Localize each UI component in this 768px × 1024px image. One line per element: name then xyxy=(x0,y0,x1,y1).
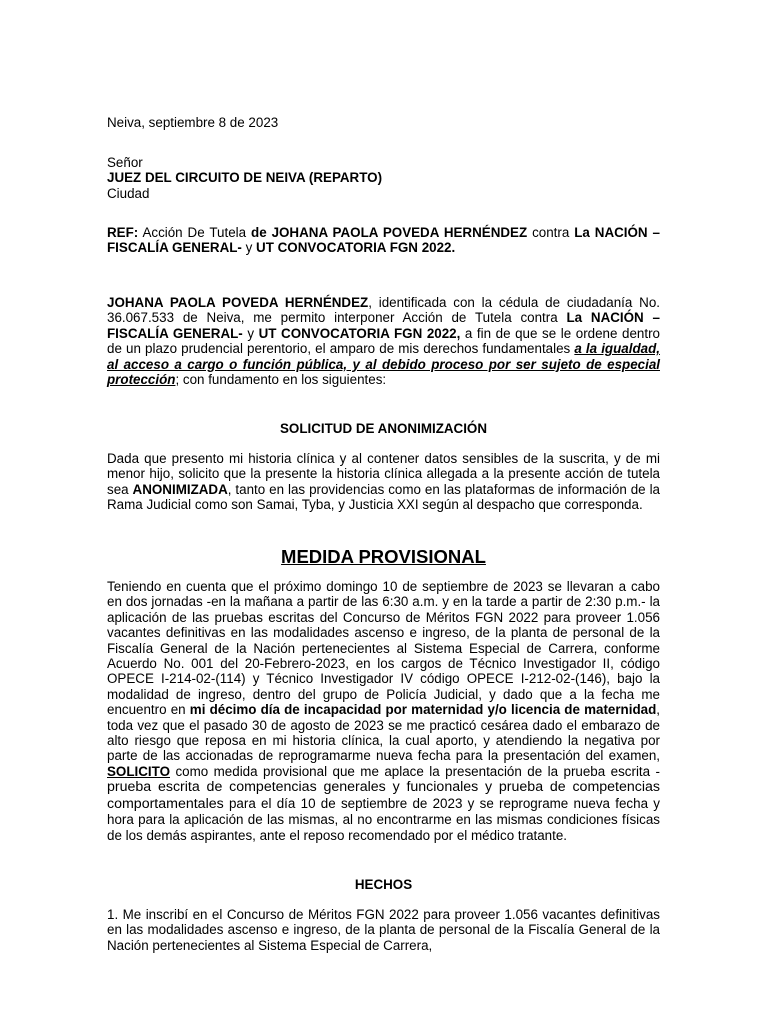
ref-defendant-1: La NACIÓN – FISCALÍA GENERAL- xyxy=(107,225,660,256)
medida-text: para el día 10 de septiembre de 2023 y se reprograme nueva fecha y hora para la aplicación de las mismas, al no encontrarme en las mismas condiciones físicas de los demás aspirantes, ante el reposo recomendado por el médico tratante. xyxy=(107,795,660,843)
intro-text: ; con fundamento en los siguientes: xyxy=(175,372,387,388)
defendant-2: UT CONVOCATORIA FGN 2022, xyxy=(258,325,461,341)
anonymization-heading: SOLICITUD DE ANONIMIZACIÓN xyxy=(279,421,488,436)
hechos-item-1: 1. Me inscribí en el Concurso de Méritos FGN 2022 para proveer 1.056 vacantes definitivas en las modalidades ascenso e ingreso, de la planta de personal de la Fiscalía General de la Nación pertenecientes al Sistema Especial de Carrera, xyxy=(107,907,660,953)
hechos-heading: HECHOS xyxy=(354,877,413,892)
ref-text: y xyxy=(241,240,257,256)
maternity-emphasis: mi décimo día de incapacidad por maternidad y/o licencia de maternidad xyxy=(189,702,657,718)
medida-text: , toda vez que el pasado 30 de agosto de 2023 se me practicó cesárea dado el embarazo de alto riesgo que reposa en mi historia clínica, la cual aporto, y atendiendo la negativa por parte de las accionadas de reprogramarme nueva fecha para la presentación del examen, xyxy=(107,702,660,764)
medida-paragraph xyxy=(107,579,660,843)
city-line: Ciudad xyxy=(107,185,150,201)
ref-text: contra xyxy=(527,225,575,240)
ref-text: Acción De Tutela xyxy=(138,225,252,240)
reference-paragraph xyxy=(107,225,660,256)
judge-name: JUEZ DEL CIRCUITO DE NEIVA (REPARTO) xyxy=(107,170,383,186)
defendant-1: La NACIÓN – FISCALÍA GENERAL- xyxy=(107,310,660,341)
intro-text: y xyxy=(242,325,259,341)
intro-text: a fin de que se le ordene dentro de un plazo prudencial perentorio, el amparo de mis derechos fundamentales xyxy=(107,325,660,357)
ref-label: REF: xyxy=(107,225,139,240)
date-line: Neiva, septiembre 8 de 2023 xyxy=(107,115,279,130)
intro-paragraph xyxy=(107,295,660,387)
plaintiff-name: JOHANA PAOLA POVEDA HERNÉNDEZ xyxy=(107,295,369,310)
medida-text: como medida provisional que me aplace la presentación de la prueba escrita - xyxy=(170,763,660,779)
medida-provisional-heading: MEDIDA PROVISIONAL xyxy=(281,546,486,567)
anonymization-paragraph xyxy=(107,451,660,513)
salutation: Señor xyxy=(107,155,143,170)
anon-text: , tanto en las providencias como en las plataformas de información de la Rama Judicial como son Samai, Tyba, y Justicia XXI según al despacho que corresponda. xyxy=(107,481,661,513)
ref-defendant-2: UT CONVOCATORIA FGN 2022. xyxy=(256,240,456,256)
rights-emphasis: a la igualdad, al acceso a cargo o función pública, y al debido proceso por ser sujeto de especial protección xyxy=(107,341,660,388)
ref-plaintiff: de JOHANA PAOLA POVEDA HERNÉNDEZ xyxy=(251,225,528,240)
intro-text: , identificada con la cédula de ciudadanía No. 36.067.533 de Neiva, me permito interponer Acción de Tutela contra xyxy=(107,295,660,326)
solicito-term: SOLICITO xyxy=(107,763,170,779)
medida-text: Teniendo en cuenta que el próximo domingo 10 de septiembre de 2023 se llevaran a cabo en dos jornadas -en la mañana a partir de las 6:30 a.m. y en la tarde a partir de 2:30 p.m.- la aplicación de las pruebas escritas del Concurso de Méritos FGN 2022 para proveer 1.056 vacantes definitivas en las modalidades ascenso e ingreso, de la planta de personal de la Fiscalía General de la Nación pertenecientes al Sistema Especial de Carrera, conforme Acuerdo No. 001 del 20-Febrero-2023, en los cargos de Técnico Investigador II, código OPECE I-214-02-(114) y Técnico Investigador IV código OPECE I-212-02-(146), bajo la modalidad de ingreso, dentro del grupo de Policía Judicial, y dado que a la fecha me encuentro en xyxy=(107,579,660,718)
addressee-block xyxy=(107,155,660,201)
anon-text: Dada que presento mi historia clínica y al contener datos sensibles de la suscrita, y de mi menor hijo, solicito que la presente la historia clínica allegada a la presente acción de tutela sea xyxy=(107,451,660,497)
test-description: prueba escrita de competencias generales y funcionales y prueba de competencias comportamentales xyxy=(107,779,660,812)
anonymized-term: ANONIMIZADA xyxy=(132,481,228,497)
